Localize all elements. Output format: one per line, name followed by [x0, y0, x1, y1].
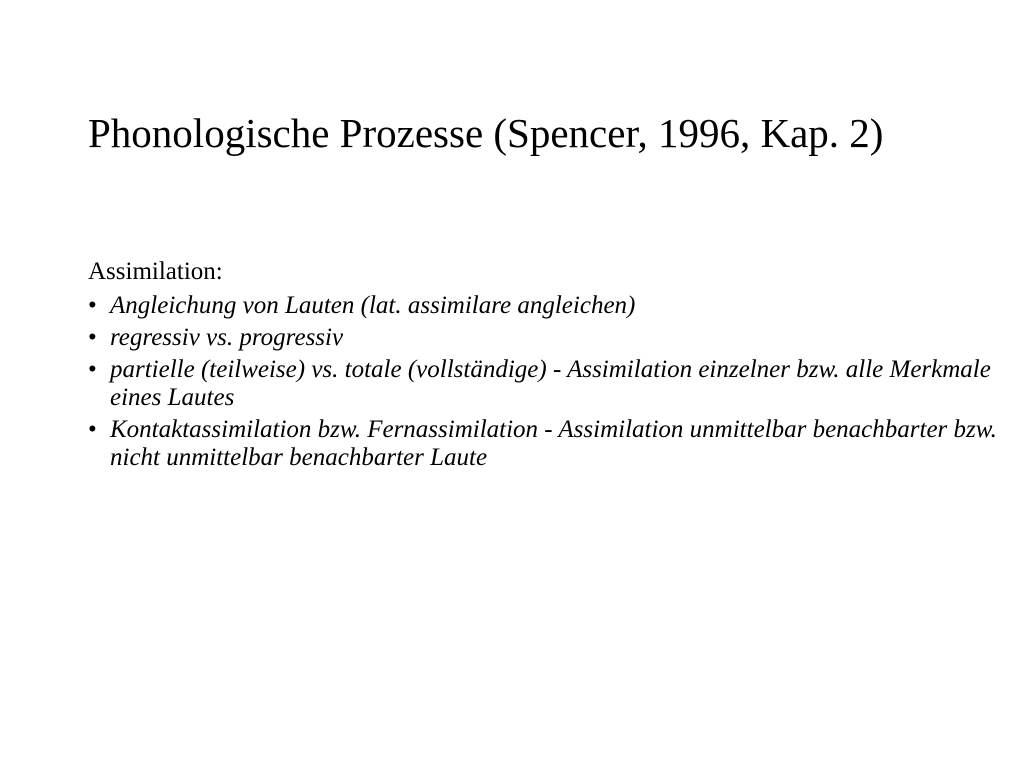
- bullet-item: [88, 292, 1008, 320]
- slide-title: Phonologische Prozesse (Spencer, 1996, Kap. 2): [88, 110, 884, 156]
- bullet-text: partielle (teilweise) vs. totale (vollständige) - Assimilation einzelner bzw. alle Merkmale eines Lautes: [110, 356, 991, 411]
- bullet-icon: •: [88, 356, 97, 383]
- bullet-text: Angleichung von Lauten (lat. assimilare angleichen): [110, 292, 636, 319]
- bullet-icon: •: [88, 324, 97, 351]
- bullet-text: regressiv vs. progressiv: [110, 324, 344, 351]
- bullet-item: [88, 356, 1008, 412]
- bullet-item: [88, 416, 1008, 472]
- bullet-icon: •: [88, 292, 97, 319]
- section-heading: Assimilation:: [88, 258, 223, 285]
- bullet-list: [88, 292, 1008, 472]
- slide-content: [88, 256, 1008, 476]
- bullet-text: Kontaktassimilation bzw. Fernassimilation - Assimilation unmittelbar benachbarter bzw. nicht unmittelbar benachbarter Laute: [110, 416, 997, 471]
- bullet-icon: •: [88, 416, 97, 443]
- bullet-item: [88, 324, 1008, 352]
